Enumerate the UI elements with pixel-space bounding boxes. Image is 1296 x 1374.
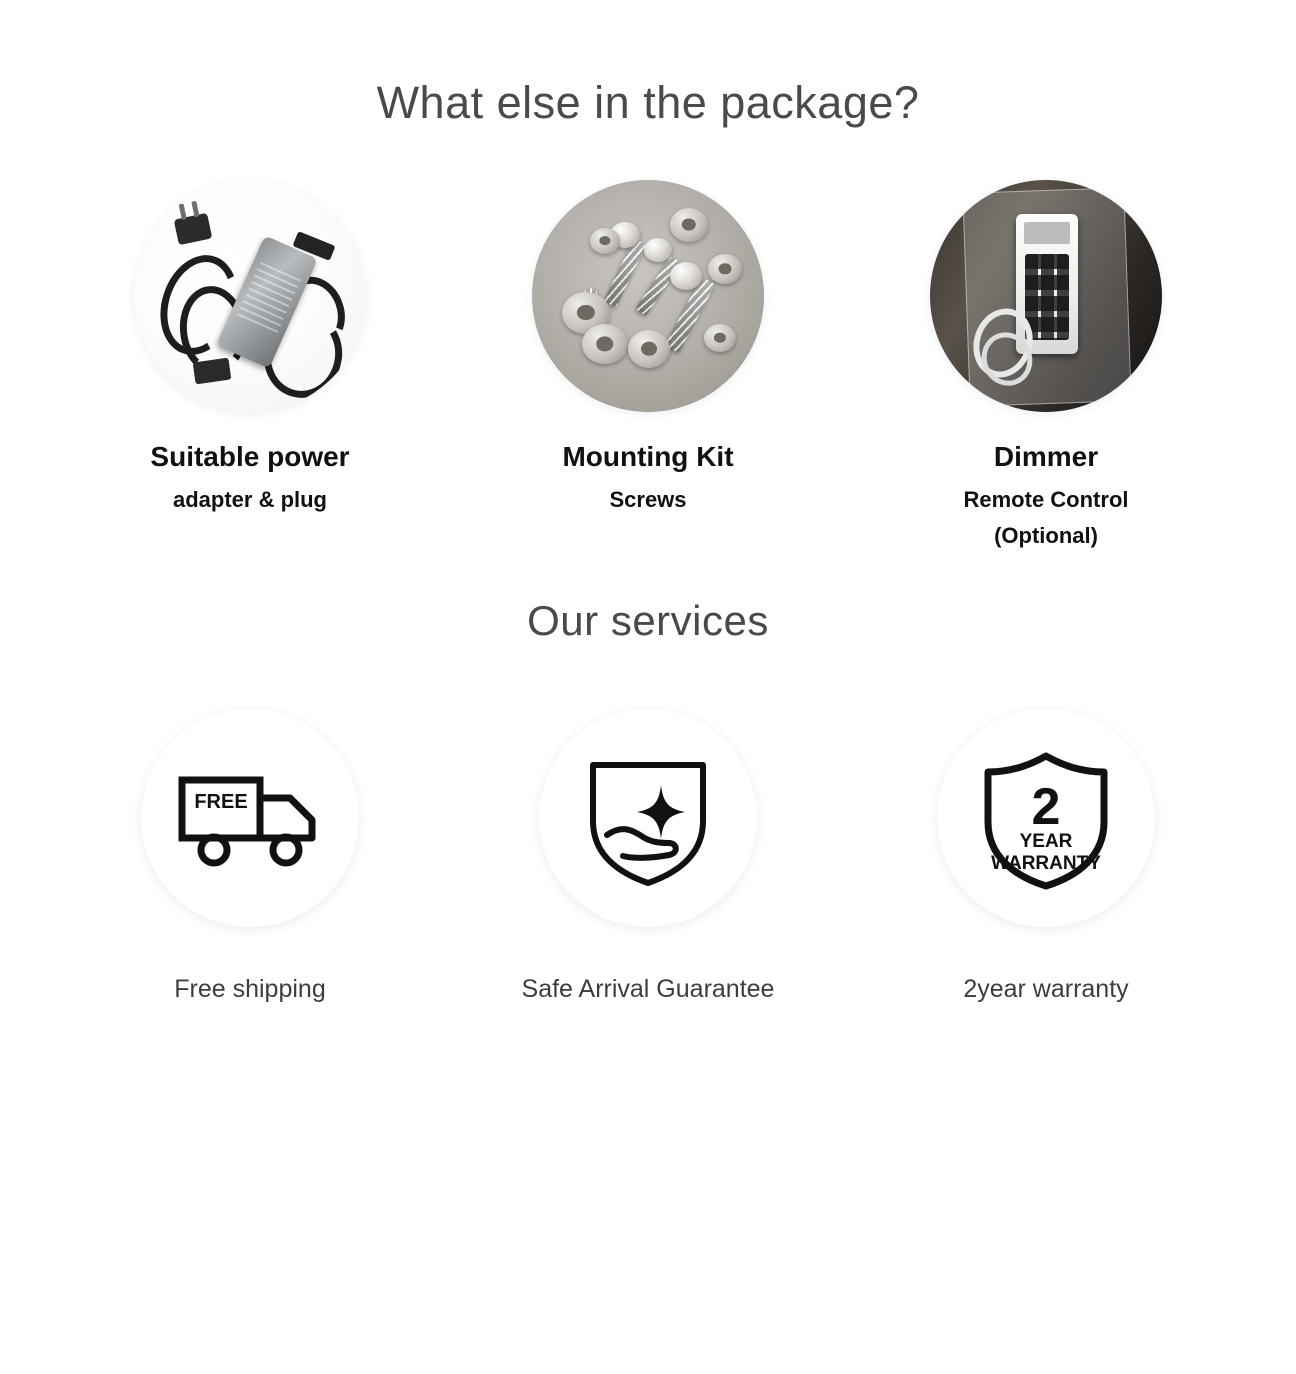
free-shipping-truck-icon — [170, 758, 330, 878]
package-item-subtitle: Screws — [609, 487, 687, 513]
warranty-word-label: WARRANTY — [991, 852, 1101, 874]
remote-button-pad — [1025, 254, 1069, 340]
package-section-heading: What else in the package? — [376, 77, 920, 128]
dimmer-remote-photo — [930, 180, 1162, 412]
service-item-safe-arrival — [498, 709, 798, 1004]
package-item-title: Mounting Kit — [562, 440, 734, 472]
warranty-icon-circle — [937, 709, 1155, 927]
anchor-4 — [670, 208, 708, 242]
warranty-shield-icon — [966, 738, 1126, 898]
service-item-warranty — [896, 709, 1196, 1004]
promo-page — [0, 78, 1296, 1374]
service-label: Safe Arrival Guarantee — [521, 974, 775, 1003]
screws-photo — [532, 180, 764, 412]
anchor-2 — [582, 324, 628, 364]
washer-2 — [590, 228, 620, 254]
warranty-number: 2 — [1031, 777, 1061, 836]
washer-3 — [704, 324, 736, 352]
package-item-subtitle: adapter & plug — [172, 487, 327, 513]
screw-head-3 — [670, 262, 702, 290]
free-shipping-icon-circle — [141, 709, 359, 927]
warranty-year-label: YEAR — [1019, 830, 1073, 852]
ac-plug — [174, 212, 213, 245]
safe-arrival-icon-circle — [539, 709, 757, 927]
service-label: Free shipping — [174, 974, 326, 1003]
package-item-mounting-kit — [498, 180, 798, 551]
free-badge-text: FREE — [194, 790, 248, 813]
shield-hand-sparkle-icon — [573, 743, 723, 893]
package-item-subtitle-optional: (Optional) — [994, 522, 1098, 548]
package-items-row — [0, 180, 1296, 551]
power-adapter-photo — [134, 180, 366, 412]
services-section-heading: Our services — [527, 597, 769, 645]
package-item-power — [100, 180, 400, 551]
package-item-title: Suitable power — [150, 440, 350, 472]
washer-1 — [708, 254, 742, 284]
cable-end-jack — [193, 357, 232, 384]
package-item-title: Dimmer — [993, 440, 1099, 472]
service-label: 2year warranty — [963, 974, 1129, 1003]
package-item-subtitle: Remote Control — [963, 487, 1129, 513]
service-item-free-shipping — [100, 709, 400, 1004]
screw-head-2 — [644, 238, 672, 262]
remote-screen — [1024, 222, 1070, 244]
package-item-dimmer — [896, 180, 1196, 551]
anchor-3 — [628, 330, 670, 368]
services-items-row — [0, 709, 1296, 1004]
